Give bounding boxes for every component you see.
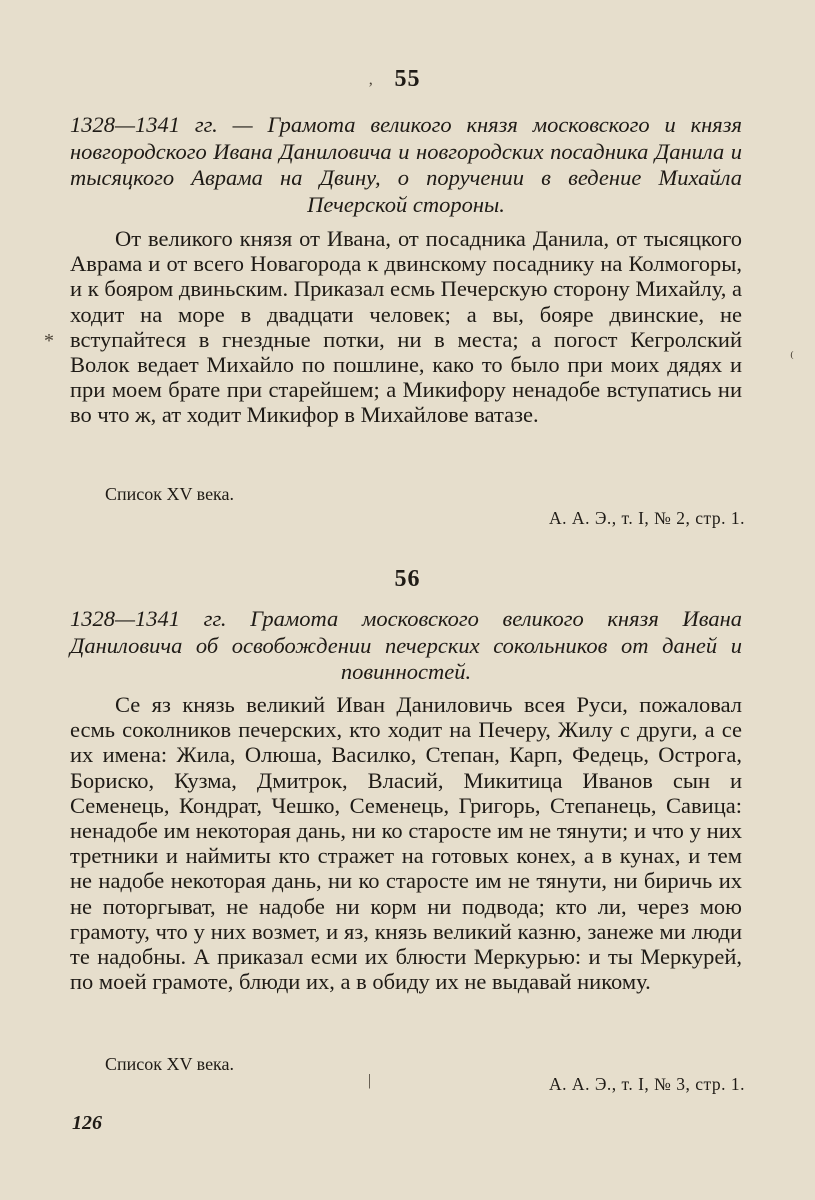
document-56-body [70, 692, 742, 994]
document-number: 56 [394, 566, 421, 592]
list-note: Список XV века. [105, 484, 235, 504]
margin-mark: ⁽ [790, 350, 794, 367]
document-55-body [70, 226, 742, 428]
document-number: 55 [394, 66, 421, 92]
ink-mark: | [368, 1072, 372, 1089]
list-note: Список XV века. [105, 1054, 235, 1074]
ink-mark: ʼ [368, 80, 374, 97]
source-reference: А. А. Э., т. I, № 2, стр. 1. [549, 508, 745, 528]
document-heading: 1328—1341 гг. — Грамота великого князя московского и князя новгородского Ивана Даниловича и новгородских посадника Данила и тысяцкого Аврама на Двину, о поручении в ведение Михайла Печерской стороны. [70, 112, 742, 217]
document-heading: 1328—1341 гг. Грамота московского великого князя Ивана Даниловича об освобождении печерских сокольников от даней и повинностей. [70, 606, 742, 684]
document-text: От великого князя от Ивана, от посадника Данила, от тысяцкого Аврама и от всего Новагорода к двинскому посаднику на Колмогоры, и к бояром двиньским. Приказал есмь Печерскую сторону Михайлу, а ходит на море в двадцати человек; а вы, бояре двинские, не вступайтеся в гнездные потки, ни в места; а погост Кегролский Волок ведает Михайло по пошлине, како то было при моих дядях и при моем брате при старейшем; а Микифору ненадобе вступатись ни во что ж, ат ходит Микифор в Михайлове ватазе. [70, 226, 742, 428]
document-55 [70, 112, 742, 218]
margin-mark: * [44, 330, 54, 352]
source-reference: А. А. Э., т. I, № 3, стр. 1. [549, 1074, 745, 1094]
page-number: 126 [72, 1112, 102, 1134]
document-56 [70, 606, 742, 686]
document-text: Се яз князь великий Иван Даниловичь всея Руси, пожаловал есмь соколников печерских, кто ходит на Печеру, Жилу с други, а се их имена: Жила, Олюша, Василко, Степан, Карп, Федець, Острога, Бориско, Кузма, Дмитрок, Власий, Микитица Иванов сын и Семенець, Кондрат, Чешко, Семенець, Григорь, Степанець, Савица: ненадобе им некоторая дань, ни ко старосте им не тянути; и что у них третники и наймиты кто стражет на готовых конех, а в кунах, и тем не надобе некоторая дань, ни ко старосте им не тянути, ни биричь их не поторгыват, не надобе ни корм ни подвода; кто ли, через мою грамоту, что у них возмет, и яз, князь великий казню, занеже ми люди те надобны. А приказал есми их блюсти Меркурью: и ты Меркурей, по моей грамоте, блюди их, а в обиду их не выдавай никому. [70, 692, 742, 995]
